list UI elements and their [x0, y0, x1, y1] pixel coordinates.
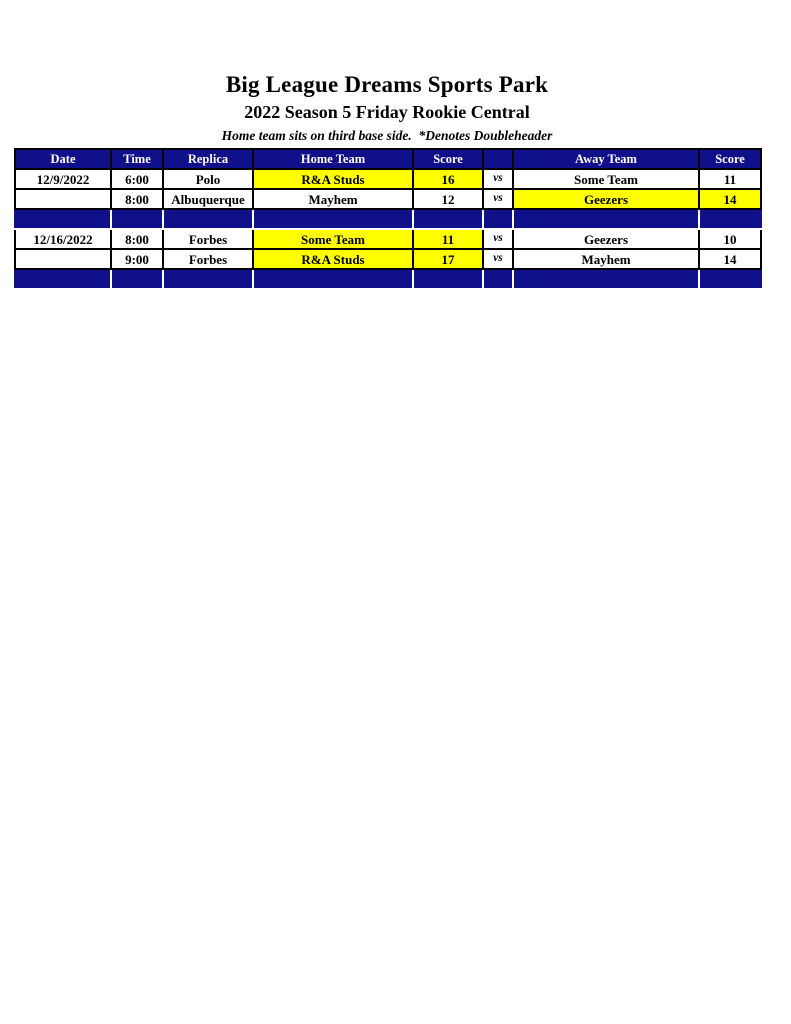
away-score-cell: 14: [699, 189, 761, 209]
home-team-cell: Some Team: [253, 229, 413, 249]
game-row: [15, 229, 761, 249]
away-score-cell: 10: [699, 229, 761, 249]
separator-row: [15, 269, 761, 289]
separator-cell: [163, 269, 253, 289]
time-cell: 8:00: [111, 229, 163, 249]
col-header-date: Date: [15, 149, 111, 169]
date-cell: 12/16/2022: [15, 229, 111, 249]
separator-cell: [483, 269, 513, 289]
col-header-home-team: Home Team: [253, 149, 413, 169]
replica-cell: Forbes: [163, 229, 253, 249]
away-team-cell: Geezers: [513, 189, 699, 209]
page-title: Big League Dreams Sports Park: [225, 72, 549, 97]
page-subtitle: 2022 Season 5 Friday Rookie Central: [244, 102, 530, 122]
document-header: [14, 72, 760, 144]
schedule-body: [15, 169, 761, 289]
separator-cell: [699, 269, 761, 289]
vs-cell: vs: [483, 169, 513, 189]
away-team-cell: Some Team: [513, 169, 699, 189]
separator-cell: [111, 269, 163, 289]
col-header-home-score: Score: [413, 149, 483, 169]
game-row: [15, 169, 761, 189]
game-row: [15, 189, 761, 209]
replica-cell: Albuquerque: [163, 189, 253, 209]
separator-cell: [253, 269, 413, 289]
col-header-replica: Replica: [163, 149, 253, 169]
separator-cell: [163, 209, 253, 229]
page-note: Home team sits on third base side. *Denotes Doubleheader: [221, 128, 553, 143]
replica-cell: Forbes: [163, 249, 253, 269]
vs-cell: vs: [483, 189, 513, 209]
date-cell: 12/9/2022: [15, 169, 111, 189]
header-row: [15, 149, 761, 169]
separator-cell: [413, 269, 483, 289]
home-team-cell: R&A Studs: [253, 169, 413, 189]
col-header-away-team: Away Team: [513, 149, 699, 169]
time-cell: 6:00: [111, 169, 163, 189]
col-header-away-score: Score: [699, 149, 761, 169]
vs-cell: vs: [483, 249, 513, 269]
separator-cell: [253, 209, 413, 229]
home-score-cell: 12: [413, 189, 483, 209]
col-header-vs: [483, 149, 513, 169]
away-team-cell: Mayhem: [513, 249, 699, 269]
away-team-cell: Geezers: [513, 229, 699, 249]
schedule-table: [14, 148, 762, 290]
vs-cell: vs: [483, 229, 513, 249]
time-cell: 8:00: [111, 189, 163, 209]
separator-cell: [15, 269, 111, 289]
col-header-time: Time: [111, 149, 163, 169]
home-score-cell: 16: [413, 169, 483, 189]
away-score-cell: 14: [699, 249, 761, 269]
home-team-cell: Mayhem: [253, 189, 413, 209]
replica-cell: Polo: [163, 169, 253, 189]
separator-cell: [483, 209, 513, 229]
home-score-cell: 17: [413, 249, 483, 269]
separator-cell: [413, 209, 483, 229]
date-cell: [15, 189, 111, 209]
separator-cell: [699, 209, 761, 229]
separator-cell: [111, 209, 163, 229]
date-cell: [15, 249, 111, 269]
home-team-cell: R&A Studs: [253, 249, 413, 269]
separator-cell: [513, 209, 699, 229]
separator-cell: [15, 209, 111, 229]
home-score-cell: 11: [413, 229, 483, 249]
separator-cell: [513, 269, 699, 289]
separator-row: [15, 209, 761, 229]
game-row: [15, 249, 761, 269]
away-score-cell: 11: [699, 169, 761, 189]
time-cell: 9:00: [111, 249, 163, 269]
